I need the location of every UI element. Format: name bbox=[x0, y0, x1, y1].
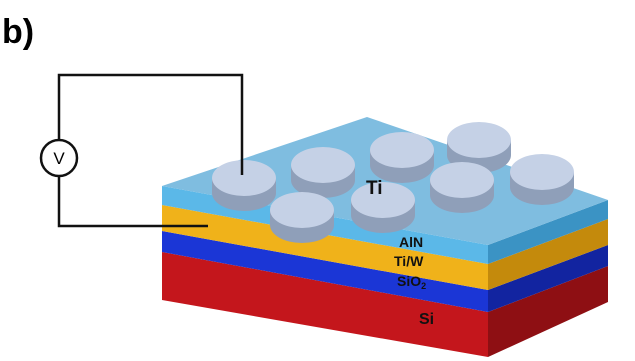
disk bbox=[270, 192, 334, 243]
upper-wire bbox=[59, 75, 242, 175]
disk bbox=[212, 160, 276, 211]
disk bbox=[430, 162, 494, 213]
sio2-label-subscript: 2 bbox=[421, 281, 427, 291]
aln-label: AlN bbox=[399, 234, 424, 250]
disk bbox=[510, 154, 574, 205]
voltmeter-symbol: V bbox=[53, 149, 65, 168]
panel-label: b) bbox=[2, 13, 35, 51]
disk bbox=[351, 182, 415, 233]
ti-label: Ti bbox=[366, 178, 383, 199]
si-label: Si bbox=[419, 311, 435, 328]
sio2-label-base: SiO bbox=[397, 273, 422, 289]
disk bbox=[291, 147, 355, 198]
disk bbox=[370, 132, 434, 183]
voltmeter-icon bbox=[41, 140, 77, 176]
tiw-label: Ti/W bbox=[394, 253, 424, 269]
